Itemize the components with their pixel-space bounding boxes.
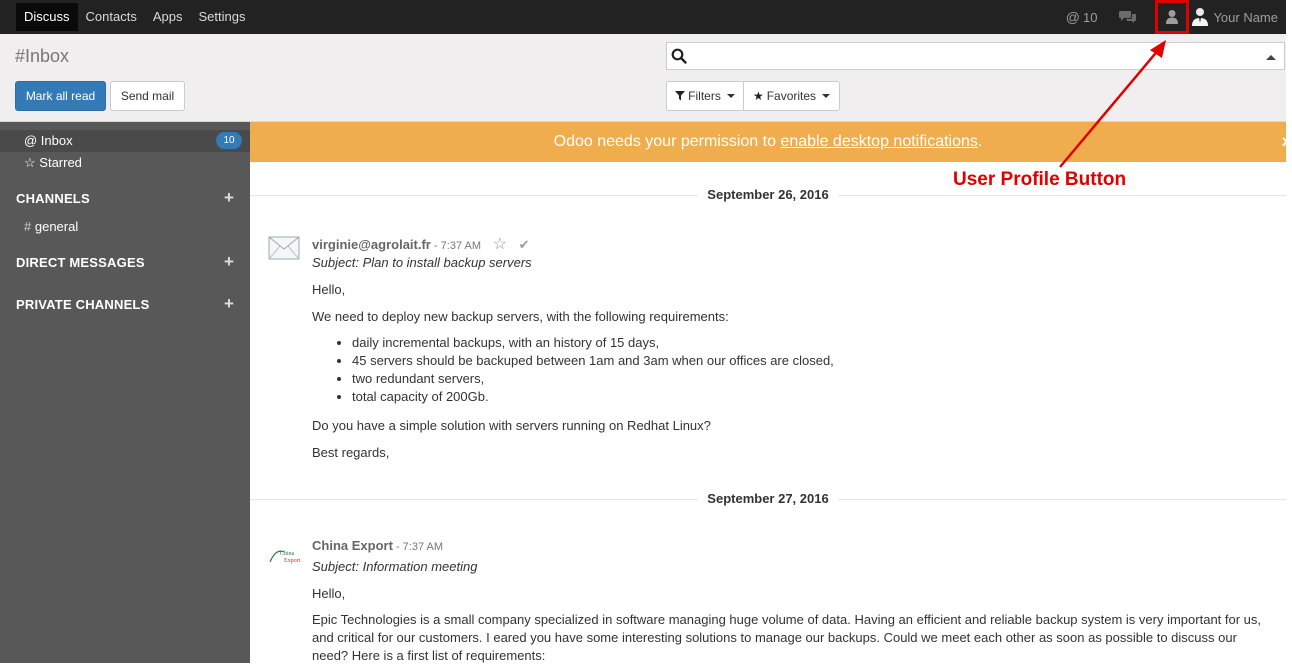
add-direct-message-icon[interactable]: + — [224, 252, 234, 271]
envelope-icon — [268, 236, 300, 263]
message-greeting: Hello, — [312, 282, 346, 297]
mentions-button[interactable] — [1066, 0, 1098, 34]
favorites-label: Favorites — [766, 89, 817, 103]
menu-contacts[interactable]: Contacts — [85, 9, 137, 24]
sidebar-item-label: @ Inbox — [24, 133, 73, 148]
chat-icon[interactable] — [1119, 0, 1137, 34]
filters-button[interactable] — [666, 81, 744, 111]
control-panel — [0, 34, 1286, 122]
send-mail-button[interactable]: Send mail — [110, 81, 185, 111]
app-menu — [16, 3, 253, 31]
user-profile-button[interactable] — [1155, 0, 1189, 34]
message-paragraph: We need to deploy new backup servers, with the following requirements: — [312, 309, 729, 324]
message-paragraph: need? Here is a first list of requirements: — [312, 648, 546, 663]
date-separator — [250, 489, 1286, 509]
requirements-list — [352, 334, 834, 406]
annotation-label: User Profile Button — [953, 169, 1127, 190]
date-label: September 27, 2016 — [698, 491, 838, 506]
favorites-button[interactable] — [743, 81, 840, 111]
inbox-count-badge: 10 — [216, 132, 242, 149]
add-channel-icon[interactable]: + — [224, 188, 234, 207]
message-thread — [250, 122, 1292, 663]
message-greeting: Hello, — [312, 586, 346, 601]
sidebar-item-label: Starred — [39, 155, 82, 170]
message-header — [312, 538, 443, 553]
hash-icon: # — [24, 219, 32, 234]
sidebar-item-starred[interactable] — [24, 155, 82, 171]
direct-messages-header[interactable]: DIRECT MESSAGES — [16, 255, 145, 270]
search-options-toggle[interactable] — [1266, 55, 1276, 60]
message-time: - 7:37 AM — [430, 240, 482, 252]
menu-settings[interactable]: Settings — [198, 9, 246, 24]
filters-label: Filters — [688, 89, 721, 103]
message-time: - 7:37 AM — [392, 541, 444, 553]
message-paragraph: and critical for our customers. I eared you have some interesting solutions to manage our backups. Could we meet each other as soon as possible to discuss our — [312, 630, 1237, 645]
sidebar-item-inbox[interactable] — [0, 130, 250, 152]
message-author[interactable]: China Export — [312, 538, 393, 553]
search-input[interactable] — [666, 42, 1285, 70]
enable-notifications-link[interactable]: enable desktop notifications — [780, 133, 978, 150]
date-separator — [250, 185, 1286, 205]
message-paragraph: Epic Technologies is a small company specialized in software managing huge volume of data. Having an efficient and reliable backup system is very important for us, — [312, 612, 1262, 627]
caret-down-icon — [727, 94, 735, 98]
systray — [1066, 0, 1286, 34]
list-item: • two redundant servers, — [352, 370, 834, 388]
message-header — [312, 234, 530, 254]
message-closing: Best regards, — [312, 445, 390, 460]
star-outline-icon[interactable]: ☆ — [492, 236, 507, 253]
search-icon — [671, 48, 687, 64]
user-menu[interactable] — [1191, 0, 1278, 34]
check-icon[interactable]: ✔ — [518, 237, 530, 252]
filter-icon — [675, 91, 685, 101]
message-author[interactable]: virginie@agrolait.fr — [312, 237, 431, 252]
star-icon: ★ — [752, 89, 764, 103]
menu-apps[interactable]: Apps — [152, 9, 183, 24]
list-item: • daily incremental backups, with an history of 15 days, — [352, 334, 834, 352]
company-logo-icon — [268, 546, 302, 569]
star-outline-icon: ☆ — [24, 155, 36, 170]
mention-count: 10 — [1082, 9, 1098, 25]
notification-permission-banner — [250, 122, 1292, 162]
discuss-sidebar — [0, 122, 250, 663]
user-icon — [1165, 9, 1179, 25]
close-icon[interactable]: × — [1281, 132, 1292, 152]
banner-suffix: . — [977, 133, 983, 150]
sidebar-item-general[interactable] — [24, 219, 78, 234]
user-name: Your Name — [1213, 9, 1278, 25]
message-subject: Subject: Information meeting — [312, 559, 478, 574]
private-channels-header[interactable]: PRIVATE CHANNELS — [16, 297, 150, 312]
date-label: September 26, 2016 — [698, 187, 838, 202]
menu-discuss[interactable]: Discuss — [16, 3, 78, 31]
mark-all-read-button[interactable]: Mark all read — [15, 81, 106, 111]
avatar-icon — [1191, 7, 1209, 27]
page-title: #Inbox — [15, 46, 70, 66]
add-private-channel-icon[interactable]: + — [224, 294, 234, 313]
sidebar-item-label: general — [34, 219, 79, 234]
at-icon: @ — [1065, 9, 1080, 25]
top-navbar — [0, 0, 1286, 34]
list-item: • 45 servers should be backuped between 1am and 3am when our offices are closed, — [352, 352, 834, 370]
banner-text: Odoo needs your permission to — [553, 133, 781, 150]
message-subject: Subject: Plan to install backup servers — [312, 255, 532, 270]
svg-text:China: China — [280, 551, 295, 557]
list-item: • total capacity of 200Gb. — [352, 388, 834, 406]
svg-text:Export: Export — [284, 558, 301, 564]
channels-header[interactable]: CHANNELS — [16, 191, 90, 206]
caret-down-icon — [822, 94, 830, 98]
message-paragraph: Do you have a simple solution with servers running on Redhat Linux? — [312, 418, 711, 433]
